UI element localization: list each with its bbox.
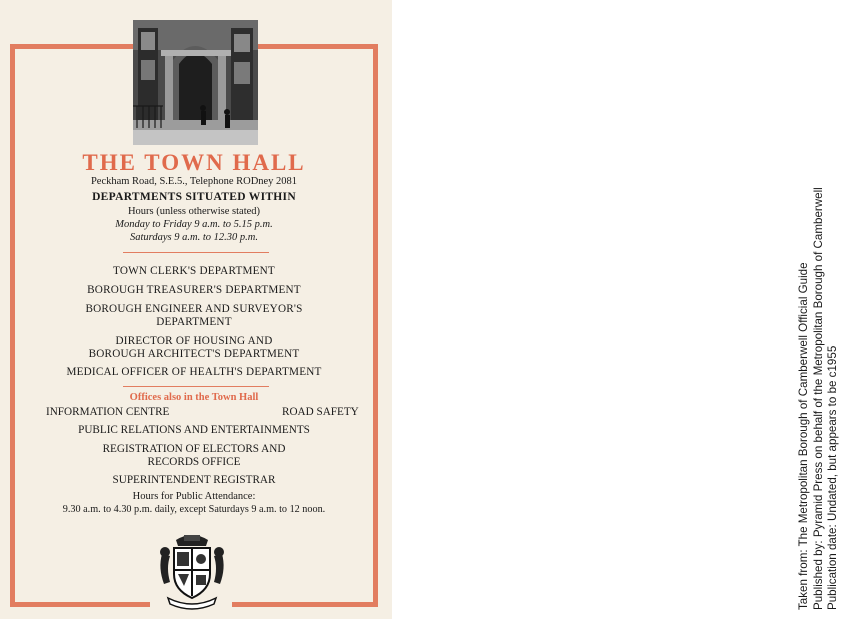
caption-date: Publication date: Undated, but appears to be c1955: [826, 345, 839, 610]
caption-source: Taken from: The Metropolitan Borough of Camberwell Official Guide: [797, 262, 810, 610]
department-item: BOROUGH TREASURER'S DEPARTMENT: [87, 284, 301, 296]
divider: [123, 386, 269, 387]
caption-publisher: Published by: Pyramid Press on behalf of the Metropolitan Borough of Camberwell: [811, 187, 825, 610]
department-item: BOROUGH ENGINEER AND SURVEYOR'S: [85, 303, 303, 315]
frame-line: [258, 44, 378, 49]
department-item: BOROUGH ARCHITECT'S DEPARTMENT: [88, 348, 300, 360]
department-item: TOWN CLERK'S DEPARTMENT: [113, 265, 275, 277]
frame-line: [10, 602, 150, 607]
frame-line: [373, 44, 378, 607]
office-item: REGISTRATION OF ELECTORS AND: [102, 443, 286, 455]
departments-heading: DEPARTMENTS SITUATED WITHIN: [92, 191, 296, 203]
hours-heading: Hours (unless otherwise stated): [127, 206, 261, 217]
office-item: INFORMATION CENTRE: [46, 406, 170, 418]
page-title: THE TOWN HALL: [82, 150, 306, 175]
town-hall-photo: [133, 20, 258, 145]
source-caption: [797, 187, 841, 610]
public-hours-text: 9.30 a.m. to 4.30 p.m. daily, except Saturdays 9 a.m. to 12 noon.: [62, 504, 326, 515]
caption-panel: [395, 0, 839, 619]
divider: [123, 252, 269, 253]
frame-line: [232, 602, 378, 607]
department-item: MEDICAL OFFICER OF HEALTH'S DEPARTMENT: [66, 366, 322, 378]
office-item: RECORDS OFFICE: [147, 456, 241, 468]
public-hours-heading: Hours for Public Attendance:: [132, 491, 256, 502]
borough-crest-emblem: [156, 532, 228, 612]
guide-page: [0, 0, 392, 619]
offices-heading: Offices also in the Town Hall: [129, 392, 259, 403]
frame-line: [10, 44, 134, 49]
department-item: DIRECTOR OF HOUSING AND: [115, 335, 273, 347]
hours-saturday: Saturdays 9 a.m. to 12.30 p.m.: [130, 232, 258, 243]
address-line: Peckham Road, S.E.5., Telephone RODney 2081: [90, 176, 298, 187]
hours-weekday: Monday to Friday 9 a.m. to 5.15 p.m.: [115, 219, 273, 230]
office-item: PUBLIC RELATIONS AND ENTERTAINMENTS: [78, 424, 310, 436]
office-item: SUPERINTENDENT REGISTRAR: [112, 474, 276, 486]
office-item: ROAD SAFETY: [282, 406, 359, 418]
department-item: DEPARTMENT: [156, 316, 232, 328]
